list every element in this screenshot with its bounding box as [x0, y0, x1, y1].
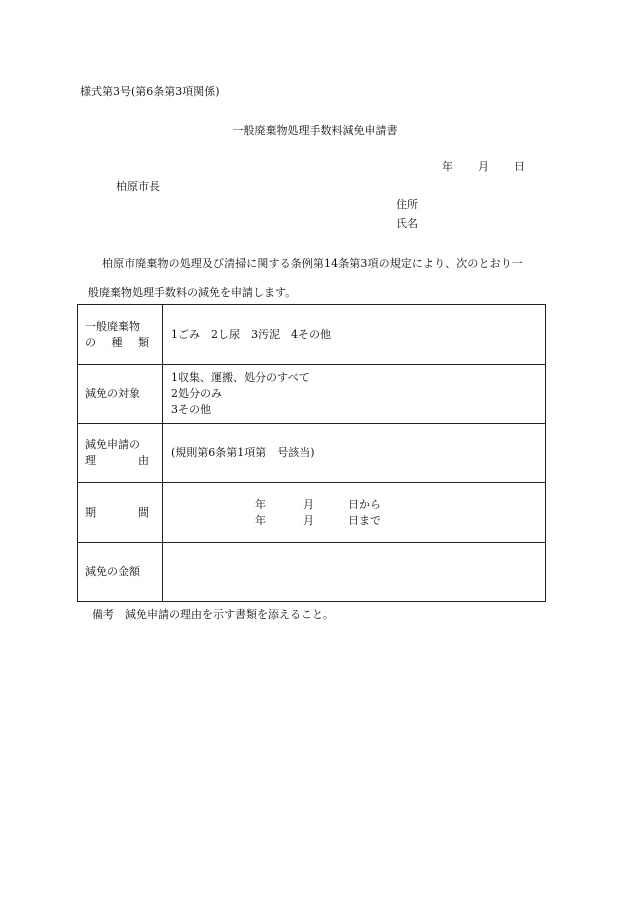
- addressee: 柏原市長: [116, 180, 160, 193]
- table-row-exemption-target: [78, 365, 546, 424]
- note: 備考 減免申請の理由を示す書類を添えること。: [92, 608, 334, 621]
- waste-type-value[interactable]: 1ごみ 2し尿 3汚泥 4その他: [163, 305, 546, 365]
- form-number: 様式第3号(第6条第3項関係): [80, 85, 220, 98]
- label-char: 理: [85, 454, 96, 467]
- date-year-label: 年: [442, 160, 453, 173]
- label-char: 類: [138, 335, 149, 349]
- waste-type-label: [78, 305, 163, 365]
- period-from-year: 年: [255, 497, 266, 511]
- reason-label-bottom: [85, 453, 149, 469]
- table-row-waste-type: [78, 305, 546, 365]
- waste-type-label-bottom: [85, 335, 149, 351]
- exemption-target-value[interactable]: [163, 365, 546, 424]
- period-to-day: 日まで: [348, 513, 381, 527]
- exemption-option-2: 2処分のみ: [171, 387, 222, 400]
- reason-value[interactable]: (規則第6条第1項第 号該当): [163, 424, 546, 483]
- amount-value[interactable]: [163, 543, 546, 602]
- date-month-label: 月: [478, 160, 489, 173]
- reason-label: [78, 424, 163, 483]
- period-to-month: 月: [303, 513, 314, 527]
- body-text-line-1: 柏原市廃棄物の処理及び清掃に関する条例第14条第3項の規定により、次のとおり一: [102, 257, 523, 270]
- waste-type-label-top: 一般廃棄物: [85, 319, 140, 333]
- exemption-option-3: 3その他: [171, 403, 211, 416]
- period-from-day: 日から: [348, 497, 381, 511]
- period-to-year: 年: [255, 513, 266, 527]
- exemption-option-1: 1収集、運搬、処分のすべて: [171, 371, 310, 384]
- date-day-label: 日: [514, 160, 525, 173]
- label-char: 期: [85, 505, 96, 519]
- label-char: 種: [111, 335, 123, 349]
- body-text-line-2: 般廃棄物処理手数料の減免を申請します。: [88, 286, 297, 299]
- label-char: の: [85, 335, 96, 349]
- period-label-text: [85, 505, 149, 521]
- table-row-reason: [78, 424, 546, 483]
- name-label: 氏名: [396, 217, 418, 230]
- period-value[interactable]: [163, 483, 546, 543]
- address-label: 住所: [396, 198, 418, 211]
- label-char: 間: [138, 505, 149, 519]
- reason-label-top: 減免申請の: [85, 438, 140, 451]
- page-title: 一般廃棄物処理手数料減免申請書: [232, 124, 398, 137]
- application-table: [77, 304, 546, 602]
- amount-label: 減免の金額: [78, 543, 163, 602]
- period-label: [78, 483, 163, 543]
- table-row-period: [78, 483, 546, 543]
- period-from-month: 月: [303, 497, 314, 511]
- label-char: 由: [138, 454, 149, 467]
- exemption-target-label: 減免の対象: [78, 365, 163, 424]
- table-row-amount: [78, 543, 546, 602]
- period-lines: [171, 497, 545, 529]
